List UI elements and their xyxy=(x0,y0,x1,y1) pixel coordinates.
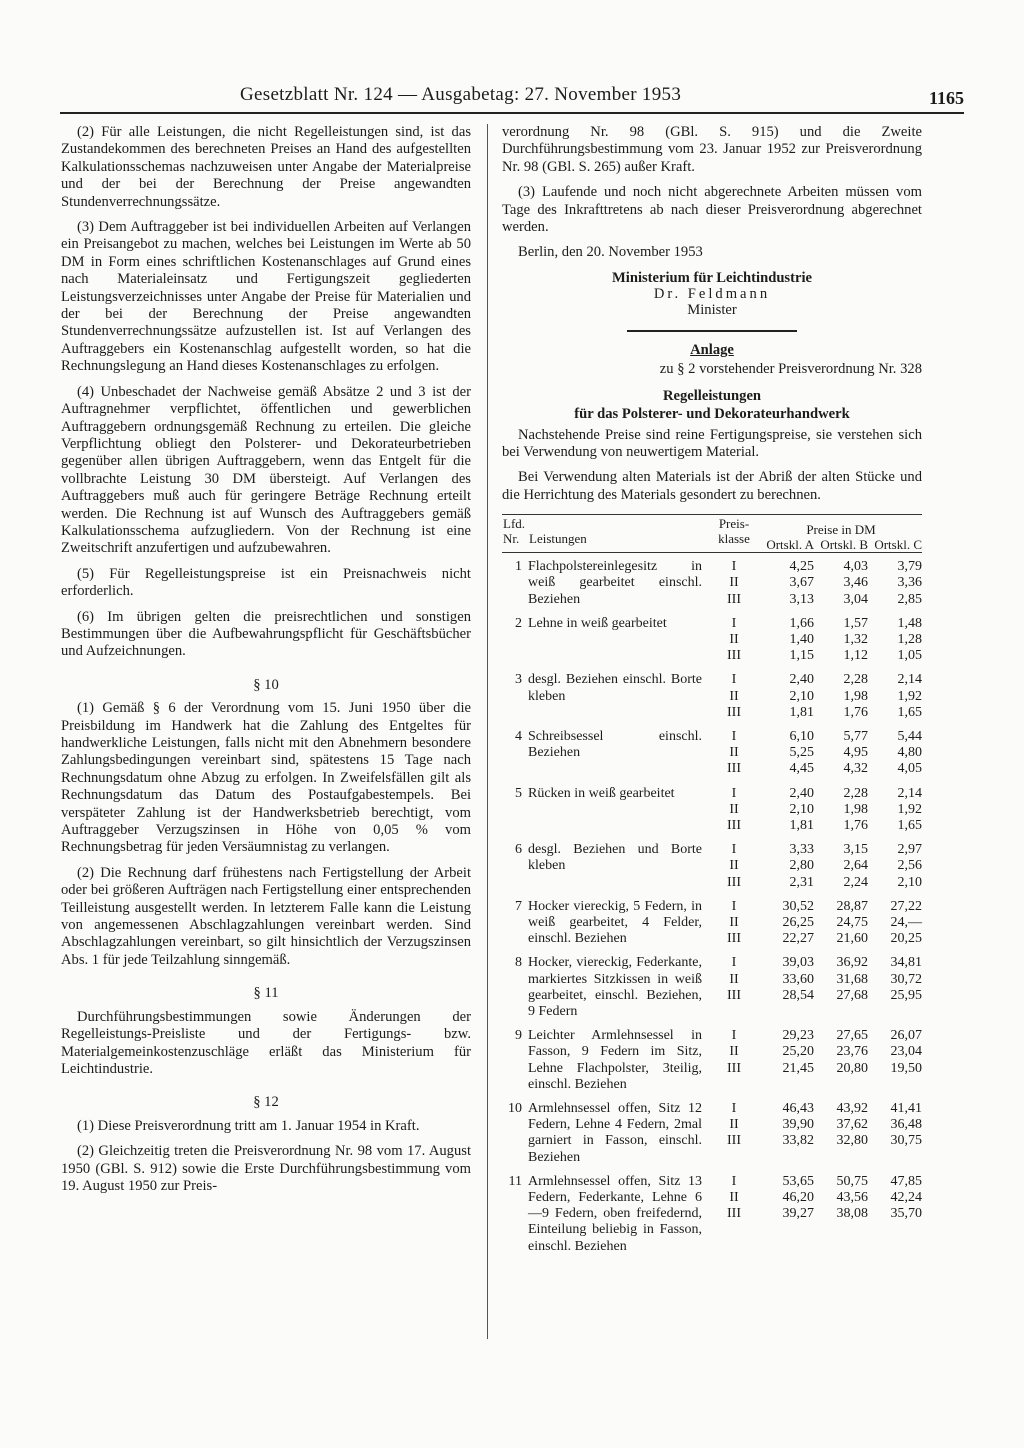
preisklasse-value: II xyxy=(729,632,739,648)
preisklasse-value: I xyxy=(731,955,737,971)
price-value: 46,20 xyxy=(782,1189,814,1205)
place-date: Berlin, den 20. November 1953 xyxy=(518,244,703,261)
preisklasse-value: III xyxy=(727,648,741,664)
price-value: 4,80 xyxy=(897,745,922,761)
row-number: 8 xyxy=(515,955,522,971)
header-preisklasse: Preis-klasse xyxy=(718,516,750,547)
row-prices-a xyxy=(760,553,814,608)
paragraph: Nachstehende Preise sind reine Fertigungspreise, sie verstehen sich bei Verwendung von neuwertigem Material. xyxy=(502,426,922,461)
left-column xyxy=(61,124,471,1203)
price-value: 20,25 xyxy=(890,931,922,947)
preisklasse-value: II xyxy=(729,801,739,817)
row-number: 9 xyxy=(515,1028,522,1044)
table-row xyxy=(502,664,922,721)
price-value: 2,85 xyxy=(897,591,922,607)
price-value: 1,81 xyxy=(789,817,814,833)
price-value: 3,13 xyxy=(789,591,814,607)
paragraph: (6) Im übrigen gelten die preisrechtlichen und sonstigen Bestimmungen über die Aufbewahrungspflicht für Geschäftsbücher und Aufzeichnungen. xyxy=(61,608,471,660)
row-description: desgl. Beziehen einschl. Borte kleben xyxy=(528,672,702,704)
preisklasse-value: II xyxy=(729,971,739,987)
price-value: 28,87 xyxy=(836,898,868,914)
price-value: 5,44 xyxy=(897,729,922,745)
table-row xyxy=(502,947,922,1020)
preisklasse-value: II xyxy=(729,1189,739,1205)
preisklasse-value: III xyxy=(727,1060,741,1076)
price-value: 33,60 xyxy=(782,971,814,987)
price-value: 1,65 xyxy=(897,704,922,720)
preisklasse-value: I xyxy=(731,1100,737,1116)
paragraph: (3) Dem Auftraggeber ist bei individuellen Arbeiten auf Verlangen ein Preisangebot zu machen, welches bei Leistungen im Werte ab 50 DM in Form eines schriftlichen Kostenanschlages auf Grund eines nach Materialeinsatz und Fertigungszeit gegliederten Leistungsverzeichnisses unter Angabe der Preise für Materialien und der bei der Berechnung der Preise angewandten Stundenverrechnungssätze aufzustellen ist. Ist auf Verlangen des Auftraggebers ein Kostenanschlag aufgestellt worden, so hat die Rechnungslegung an Hand dieses Kostenanschlages zu erfolgen. xyxy=(61,219,471,375)
price-value: 1,76 xyxy=(843,817,868,833)
row-prices-a xyxy=(760,778,814,835)
price-value: 2,28 xyxy=(843,672,868,688)
price-value: 3,79 xyxy=(897,559,922,575)
price-value: 30,75 xyxy=(890,1133,922,1149)
price-value: 27,22 xyxy=(890,898,922,914)
preisklasse-value: III xyxy=(727,817,741,833)
price-value: 1,57 xyxy=(843,615,868,631)
price-value: 1,98 xyxy=(843,801,868,817)
row-prices-c xyxy=(868,553,922,608)
header-ortskl-c: Ortskl. C xyxy=(874,537,922,553)
row-number: 4 xyxy=(515,729,522,745)
row-description: Schreibsessel einschl. Beziehen xyxy=(528,729,702,761)
price-value: 2,14 xyxy=(897,672,922,688)
price-value: 2,80 xyxy=(789,858,814,874)
price-value: 1,05 xyxy=(897,648,922,664)
row-prices-c xyxy=(868,1166,922,1255)
row-prices-b xyxy=(814,553,868,608)
price-value: 1,76 xyxy=(843,704,868,720)
price-value: 1,15 xyxy=(789,648,814,664)
row-preisklassen xyxy=(708,1020,760,1093)
table-row xyxy=(502,721,922,778)
price-value: 4,05 xyxy=(897,761,922,777)
price-value: 4,25 xyxy=(789,559,814,575)
price-value: 39,27 xyxy=(782,1206,814,1222)
row-description: Armlehnsessel offen, Sitz 12 Federn, Lehne 4 Federn, 2mal garniert in Fasson, einschl. Beziehen xyxy=(528,1100,702,1165)
preisklasse-value: III xyxy=(727,931,741,947)
price-value: 35,70 xyxy=(890,1206,922,1222)
row-preisklassen xyxy=(708,608,760,665)
preisklasse-value: III xyxy=(727,761,741,777)
table-row xyxy=(502,1093,922,1166)
preisklasse-value: II xyxy=(729,1117,739,1133)
row-prices-c xyxy=(868,891,922,948)
price-value: 41,41 xyxy=(890,1100,922,1116)
price-value: 37,62 xyxy=(836,1117,868,1133)
page-header xyxy=(60,82,964,114)
price-value: 32,80 xyxy=(836,1133,868,1149)
row-prices-c xyxy=(868,834,922,891)
header-preise xyxy=(760,515,922,553)
price-value: 27,65 xyxy=(836,1028,868,1044)
paragraph: (2) Die Rechnung darf frühestens nach Fertigstellung der Arbeit oder bei größeren Aufträgen nach Fertigstellung einer entsprechenden Teilleistung ausgestellt werden. In letzterem Falle kann die Leistung von angemessenen Abschlagzahlungen vereinbart werden. Sind Abschlagzahlungen vereinbart, so gilt hinsichtlich der Verzugszinsen Abs. 1 für jede Teilzahlung sinngemäß. xyxy=(61,864,471,968)
preisklasse-value: III xyxy=(727,1206,741,1222)
price-value: 1,40 xyxy=(789,632,814,648)
preisklasse-value: I xyxy=(731,785,737,801)
row-number: 6 xyxy=(515,842,522,858)
row-preisklassen xyxy=(708,721,760,778)
preisklasse-value: I xyxy=(731,1173,737,1189)
preisklasse-value: II xyxy=(729,858,739,874)
header-nr: Lfd. Nr. xyxy=(503,516,526,547)
price-value: 2,10 xyxy=(789,688,814,704)
preisklasse-value: III xyxy=(727,1133,741,1149)
row-number: 3 xyxy=(515,672,522,688)
price-value: 5,25 xyxy=(789,745,814,761)
price-value: 23,76 xyxy=(836,1044,868,1060)
row-prices-a xyxy=(760,1166,814,1255)
row-prices-c xyxy=(868,664,922,721)
preisklasse-value: II xyxy=(729,688,739,704)
price-value: 21,45 xyxy=(782,1060,814,1076)
header-ortsklassen xyxy=(760,537,922,552)
row-prices-b xyxy=(814,608,868,665)
separator-line xyxy=(627,330,797,332)
paragraph: (3) Laufende und noch nicht abgerechnete Arbeiten müssen vom Tage des Inkrafttretens ab nach dieser Preisverordnung abgerechnet werden. xyxy=(502,184,922,236)
price-value: 1,28 xyxy=(897,632,922,648)
price-value: 1,12 xyxy=(843,648,868,664)
price-value: 3,04 xyxy=(843,591,868,607)
price-value: 23,04 xyxy=(890,1044,922,1060)
paragraph: Durchführungsbestimmungen sowie Änderungen der Regelleistungs-Preisliste und der Fertigungs- bzw. Materialgemeinkostenzuschläge erläßt das Ministerium für Leichtindustrie. xyxy=(61,1008,471,1077)
price-value: 4,32 xyxy=(843,761,868,777)
price-value: 43,56 xyxy=(836,1189,868,1205)
row-description: Rücken in weiß gearbeitet xyxy=(528,785,675,801)
anlage-title: Anlage xyxy=(690,341,734,358)
table-row xyxy=(502,1020,922,1093)
signature-block xyxy=(502,270,922,318)
price-value: 33,82 xyxy=(782,1133,814,1149)
price-value: 2,10 xyxy=(897,874,922,890)
price-value: 1,32 xyxy=(843,632,868,648)
preisklasse-value: I xyxy=(731,615,737,631)
price-value: 20,80 xyxy=(836,1060,868,1076)
signer-name: Dr. Feldmann xyxy=(653,285,771,302)
row-prices-b xyxy=(814,778,868,835)
price-value: 34,81 xyxy=(890,955,922,971)
preisklasse-value: III xyxy=(727,987,741,1003)
row-prices-c xyxy=(868,778,922,835)
row-prices-a xyxy=(760,834,814,891)
row-number: 5 xyxy=(515,785,522,801)
row-prices-b xyxy=(814,664,868,721)
price-value: 3,46 xyxy=(843,575,868,591)
title-line-1: Regelleistungen xyxy=(662,387,762,404)
price-value: 24,75 xyxy=(836,914,868,930)
row-description: desgl. Beziehen und Borte kleben xyxy=(528,842,702,874)
price-value: 46,43 xyxy=(782,1100,814,1116)
row-preisklassen xyxy=(708,891,760,948)
price-value: 36,48 xyxy=(890,1117,922,1133)
preisklasse-value: I xyxy=(731,842,737,858)
paragraph: (1) Gemäß § 6 der Verordnung vom 15. Juni 1950 über die Preisbildung im Handwerk hat die Zahlung des Entgeltes für handwerkliche Leistungen, falls nicht mit den Abnehmern besondere Zahlungsbedingungen vereinbart sind, spätestens 15 Tage nach Rechnungsdatum ohne Abzug zu erfolgen. In Zweifelsfällen gilt als Rechnungsdatum das Datum des Postaufgabestempels. Bei verspäteter Zahlung ist der Handwerksbetrieb berechtigt, vom Auftraggeber Verzugszinsen in Höhe von 0,05 % vom Rechnungsbetrag für jeden Versäumnistag zu verlangen. xyxy=(61,700,471,856)
price-value: 4,95 xyxy=(843,745,868,761)
price-value: 1,92 xyxy=(897,801,922,817)
row-prices-b xyxy=(814,1166,868,1255)
price-value: 26,07 xyxy=(890,1028,922,1044)
section-heading-12: § 12 xyxy=(253,1094,279,1111)
row-description: Hocker viereckig, 5 Federn, in weiß gearbeitet, 4 Felder, einschl. Beziehen xyxy=(528,898,702,947)
row-number: 1 xyxy=(515,559,522,575)
price-value: 2,40 xyxy=(789,672,814,688)
price-value: 25,95 xyxy=(890,987,922,1003)
price-value: 1,48 xyxy=(897,615,922,631)
preisklasse-value: I xyxy=(731,1028,737,1044)
row-prices-a xyxy=(760,664,814,721)
preisklasse-value: I xyxy=(731,729,737,745)
right-column xyxy=(502,124,922,1255)
table-body xyxy=(502,553,922,1255)
price-value: 2,14 xyxy=(897,785,922,801)
price-value: 1,92 xyxy=(897,688,922,704)
preisklasse-value: I xyxy=(731,898,737,914)
price-value: 39,03 xyxy=(782,955,814,971)
price-value: 2,97 xyxy=(897,842,922,858)
price-value: 21,60 xyxy=(836,931,868,947)
table-row xyxy=(502,891,922,948)
price-value: 3,33 xyxy=(789,842,814,858)
section-heading-11: § 11 xyxy=(253,985,279,1002)
price-value: 42,24 xyxy=(890,1189,922,1205)
price-value: 29,23 xyxy=(782,1028,814,1044)
row-number: 7 xyxy=(515,898,522,914)
price-value: 1,66 xyxy=(789,615,814,631)
preisklasse-value: III xyxy=(727,591,741,607)
price-value: 2,24 xyxy=(843,874,868,890)
row-preisklassen xyxy=(708,834,760,891)
header-ortskl-a: Ortskl. A xyxy=(766,537,814,553)
price-value: 1,81 xyxy=(789,704,814,720)
row-prices-a xyxy=(760,608,814,665)
row-prices-a xyxy=(760,721,814,778)
price-value: 53,65 xyxy=(782,1173,814,1189)
price-value: 30,72 xyxy=(890,971,922,987)
row-preisklassen xyxy=(708,553,760,608)
row-preisklassen xyxy=(708,1166,760,1255)
row-preisklassen xyxy=(708,664,760,721)
signer-role: Minister xyxy=(687,301,737,318)
row-prices-b xyxy=(814,947,868,1020)
price-value: 47,85 xyxy=(890,1173,922,1189)
price-value: 3,67 xyxy=(789,575,814,591)
table-header xyxy=(502,515,922,553)
row-preisklassen xyxy=(708,778,760,835)
price-value: 25,20 xyxy=(782,1044,814,1060)
paragraph: (1) Diese Preisverordnung tritt am 1. Januar 1954 in Kraft. xyxy=(77,1117,420,1134)
regelleistungen-title xyxy=(502,387,922,423)
price-value: 3,15 xyxy=(843,842,868,858)
preisklasse-value: I xyxy=(731,672,737,688)
row-number: 10 xyxy=(508,1100,522,1116)
row-preisklassen xyxy=(708,947,760,1020)
price-value: 43,92 xyxy=(836,1100,868,1116)
title-line-2: für das Polsterer- und Dekorateurhandwerk xyxy=(574,405,850,422)
price-value: 38,08 xyxy=(836,1206,868,1222)
price-value: 3,36 xyxy=(897,575,922,591)
price-value: 30,52 xyxy=(782,898,814,914)
preisklasse-value: II xyxy=(729,1044,739,1060)
price-value: 4,45 xyxy=(789,761,814,777)
row-preisklassen xyxy=(708,1093,760,1166)
row-prices-a xyxy=(760,1020,814,1093)
price-value: 2,10 xyxy=(789,801,814,817)
price-value: 2,56 xyxy=(897,858,922,874)
row-description: Lehne in weiß gearbeitet xyxy=(528,615,667,631)
price-value: 2,31 xyxy=(789,874,814,890)
row-prices-c xyxy=(868,947,922,1020)
row-description: Armlehnsessel offen, Sitz 13 Federn, Federkante, Lehne 6—9 Federn, oben freifedernd, Einteilung beliebig in Fasson, einschl. Beziehen xyxy=(528,1173,702,1254)
price-value: 36,92 xyxy=(836,955,868,971)
row-prices-a xyxy=(760,947,814,1020)
row-description: Hocker, viereckig, Federkante, markiertes Sitzkissen in weiß gearbeitet, einschl. Beziehen, 9 Federn xyxy=(528,955,702,1019)
ministry-name: Ministerium für Leichtindustrie xyxy=(612,269,812,286)
price-table xyxy=(502,514,922,1254)
price-value: 2,64 xyxy=(843,858,868,874)
paragraph: (5) Für Regelleistungspreise ist ein Preisnachweis nicht erforderlich. xyxy=(61,565,471,600)
row-description: Flachpolstereinlegesitz in weiß gearbeitet einschl. Beziehen xyxy=(528,559,702,607)
row-prices-c xyxy=(868,608,922,665)
anlage-reference: zu § 2 vorstehender Preisverordnung Nr. 328 xyxy=(659,361,922,378)
price-value: 6,10 xyxy=(789,729,814,745)
paragraph: (2) Gleichzeitig treten die Preisverordnung Nr. 98 vom 17. August 1950 (GBl. S. 912) sowie die Erste Durchführungsbestimmung vom 19. August 1950 zur Preis- xyxy=(61,1143,471,1194)
price-value: 39,90 xyxy=(782,1117,814,1133)
price-value: 1,65 xyxy=(897,817,922,833)
price-value: 19,50 xyxy=(890,1060,922,1076)
row-prices-c xyxy=(868,1093,922,1166)
page-number: 1165 xyxy=(928,88,964,108)
preisklasse-value: I xyxy=(731,559,737,575)
paragraph: (2) Für alle Leistungen, die nicht Regelleistungen sind, ist das Zustandekommen des berechneten Preises an Hand des aufgestellten Kalkulationsschemas nachzuweisen unter Angabe der Materialpreise und der bei der Berechnung der Preise angewandten Stundenverrechnungssätze. xyxy=(61,124,471,210)
row-prices-b xyxy=(814,891,868,948)
table-row xyxy=(502,778,922,835)
price-value: 2,28 xyxy=(843,785,868,801)
header-title: Gesetzblatt Nr. 124 — Ausgabetag: 27. November 1953 xyxy=(240,84,682,105)
row-prices-b xyxy=(814,1020,868,1093)
row-prices-c xyxy=(868,1020,922,1093)
price-value: 31,68 xyxy=(836,971,868,987)
row-prices-a xyxy=(760,1093,814,1166)
row-prices-c xyxy=(868,721,922,778)
price-value: 27,68 xyxy=(836,987,868,1003)
header-ortskl-b: Ortskl. B xyxy=(820,537,868,553)
price-value: 1,98 xyxy=(843,688,868,704)
paragraph: verordnung Nr. 98 (GBl. S. 915) und die Zweite Durchführungsbestimmung vom 23. Januar 1952 zur Preisverordnung Nr. 98 (GBl. S. 265) außer Kraft. xyxy=(502,124,922,175)
price-value: 24,— xyxy=(890,914,922,930)
row-description: Leichter Armlehnsessel in Fasson, 9 Federn im Sitz, Lehne Flachpolster, 3teilig, einschl. Beziehen xyxy=(528,1028,702,1092)
header-leistungen: Leistungen xyxy=(529,531,587,547)
table-row xyxy=(502,1166,922,1255)
row-prices-b xyxy=(814,834,868,891)
row-number: 11 xyxy=(508,1173,522,1189)
price-value: 26,25 xyxy=(782,914,814,930)
price-value: 28,54 xyxy=(782,987,814,1003)
row-prices-b xyxy=(814,1093,868,1166)
section-heading-10: § 10 xyxy=(253,676,279,693)
preisklasse-value: III xyxy=(727,704,741,720)
price-value: 2,40 xyxy=(789,785,814,801)
preisklasse-value: II xyxy=(729,914,739,930)
preisklasse-value: II xyxy=(729,745,739,761)
row-number: 2 xyxy=(515,615,522,631)
price-value: 5,77 xyxy=(843,729,868,745)
preisklasse-value: II xyxy=(729,575,739,591)
price-value: 22,27 xyxy=(782,931,814,947)
paragraph: Bei Verwendung alten Materials ist der Abriß der alten Stücke und die Herrichtung des Materials gesondert zu berechnen. xyxy=(502,469,922,503)
table-row xyxy=(502,608,922,665)
row-prices-b xyxy=(814,721,868,778)
preisklasse-value: III xyxy=(727,874,741,890)
row-prices-a xyxy=(760,891,814,948)
table-row xyxy=(502,553,922,608)
column-divider xyxy=(487,124,488,1339)
table-row xyxy=(502,834,922,891)
header-preise-in-dm: Preise in DM xyxy=(806,522,876,538)
paragraph: (4) Unbeschadet der Nachweise gemäß Absätze 2 und 3 ist der Auftragnehmer verpflichtet, öffentlichen und gewerblichen Auftraggebern ordnungsgemäß Rechnung zu erteilen. Die gleiche Verpflichtung obliegt den Polsterer- und Dekorateurbetrieben gegenüber allen übrigen Auftraggebern, wenn das Entgelt für die vollbrachte Leistung 30 DM übersteigt. Auf Verlangen des Auftraggebers muß auch für geringere Beträge Rechnung erteilt werden. Die Rechnung ist auf Wunsch des Auftraggebers gemäß Kalkulationsschema aufzugliedern. Von der Rechnung ist eine Zweitschrift anzufertigen und aufzubewahren. xyxy=(61,383,471,557)
price-value: 50,75 xyxy=(836,1173,868,1189)
price-value: 4,03 xyxy=(843,559,868,575)
